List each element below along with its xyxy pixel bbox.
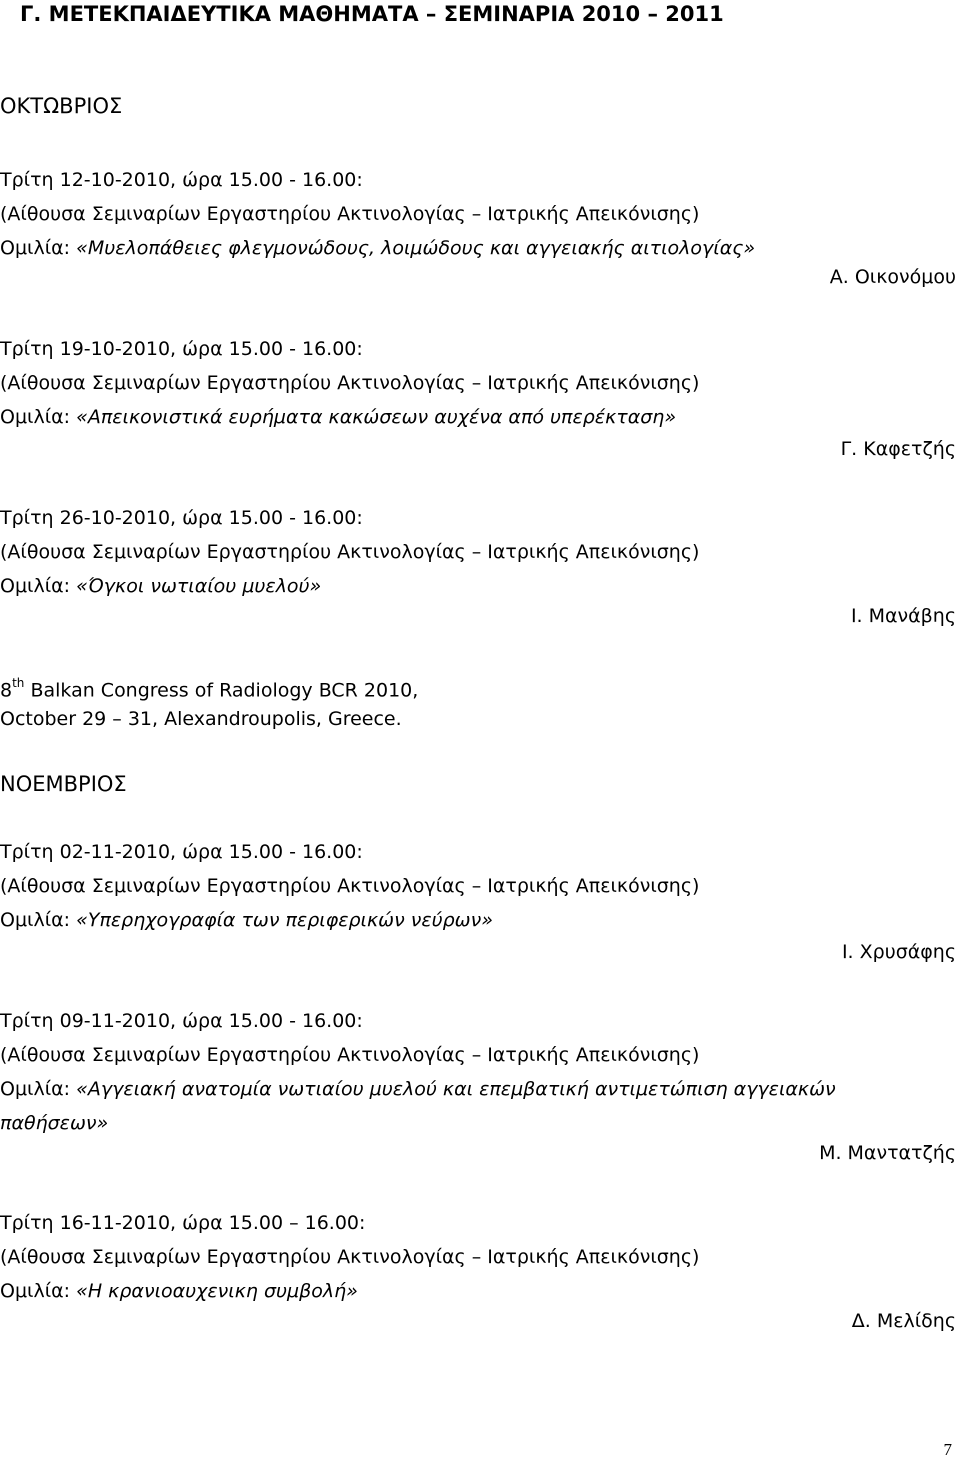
seminar-date: Τρίτη 09-11-2010, ώρα 15.00 - 16.00: [0, 1010, 363, 1032]
month-heading-october: ΟΚΤΩΒΡΙΟΣ [0, 94, 123, 118]
document-title: Γ. ΜΕΤΕΚΠΑΙΔΕΥΤΙΚΑ ΜΑΘΗΜΑΤΑ – ΣΕΜΙΝΑΡΙΑ 2010 – 2011 [20, 2, 724, 26]
seminar-entry [0, 332, 960, 434]
seminar-venue: (Αίθουσα Σεμιναρίων Εργαστηρίου Ακτινολογίας – Ιατρικής Απεικόνισης) [0, 1246, 700, 1268]
seminar-date: Τρίτη 19-10-2010, ώρα 15.00 - 16.00: [0, 338, 363, 360]
seminar-talk [0, 569, 960, 603]
talk-label: Ομιλία: [0, 1078, 77, 1100]
speaker-name: Ι. Μανάβης [850, 605, 956, 627]
seminar-date: Τρίτη 02-11-2010, ώρα 15.00 - 16.00: [0, 841, 363, 863]
seminar-date: Τρίτη 26-10-2010, ώρα 15.00 - 16.00: [0, 507, 363, 529]
speaker-name: Μ. Μαντατζής [819, 1142, 956, 1164]
speaker-name: Ι. Χρυσάφης [841, 941, 956, 963]
month-heading-november: ΝΟΕΜΒΡΙΟΣ [0, 772, 127, 796]
talk-label: Ομιλία: [0, 237, 77, 259]
seminar-entry [0, 1004, 960, 1140]
seminar-date: Τρίτη 12-10-2010, ώρα 15.00 - 16.00: [0, 169, 363, 191]
talk-label: Ομιλία: [0, 1280, 77, 1302]
seminar-talk [0, 903, 960, 937]
talk-label: Ομιλία: [0, 575, 77, 597]
seminar-venue: (Αίθουσα Σεμιναρίων Εργαστηρίου Ακτινολογίας – Ιατρικής Απεικόνισης) [0, 372, 700, 394]
seminar-venue: (Αίθουσα Σεμιναρίων Εργαστηρίου Ακτινολογίας – Ιατρικής Απεικόνισης) [0, 203, 700, 225]
seminar-talk [0, 231, 960, 265]
speaker-name: Γ. Καφετζής [840, 438, 956, 460]
congress-ordinal-suffix: th [12, 676, 25, 690]
congress-notice [0, 668, 418, 736]
page-number: 7 [943, 1440, 952, 1459]
talk-title: «Υπερηχογραφία των περιφερικών νεύρων» [76, 909, 493, 931]
seminar-entry [0, 163, 960, 265]
talk-title: «Μυελοπάθειες φλεγμονώδους, λοιμώδους και αγγειακής αιτιολογίας» [76, 237, 756, 259]
congress-number: 8 [0, 679, 13, 702]
seminar-venue: (Αίθουσα Σεμιναρίων Εργαστηρίου Ακτινολογίας – Ιατρικής Απεικόνισης) [0, 1044, 700, 1066]
talk-title: «Όγκοι νωτιαίου μυελού» [76, 575, 322, 597]
talk-title: «Απεικονιστικά ευρήματα κακώσεων αυχένα από υπερέκταση» [76, 406, 677, 428]
seminar-talk [0, 1072, 960, 1106]
congress-line-2: October 29 – 31, Alexandroupolis, Greece. [0, 708, 402, 730]
seminar-venue: (Αίθουσα Σεμιναρίων Εργαστηρίου Ακτινολογίας – Ιατρικής Απεικόνισης) [0, 875, 700, 897]
seminar-talk [0, 1274, 960, 1308]
seminar-entry [0, 1206, 960, 1308]
seminar-venue: (Αίθουσα Σεμιναρίων Εργαστηρίου Ακτινολογίας – Ιατρικής Απεικόνισης) [0, 541, 700, 563]
talk-label: Ομιλία: [0, 406, 77, 428]
seminar-entry [0, 501, 960, 603]
congress-line-1 [0, 668, 418, 702]
speaker-name: Α. Οικονόμου [829, 266, 956, 288]
seminar-talk [0, 400, 960, 434]
seminar-entry [0, 835, 960, 937]
congress-name: Balkan Congress of Radiology BCR 2010, [24, 679, 419, 702]
seminar-date: Τρίτη 16-11-2010, ώρα 15.00 – 16.00: [0, 1212, 366, 1234]
talk-label: Ομιλία: [0, 909, 77, 931]
speaker-name: Δ. Μελίδης [851, 1310, 956, 1332]
talk-title: «Αγγειακή ανατομία νωτιαίου μυελού και επεμβατική αντιμετώπιση αγγειακών [76, 1078, 836, 1100]
talk-title-continuation: παθήσεων» [0, 1112, 109, 1134]
talk-title: «Η κρανιοαυχενικη συμβολή» [76, 1280, 358, 1302]
